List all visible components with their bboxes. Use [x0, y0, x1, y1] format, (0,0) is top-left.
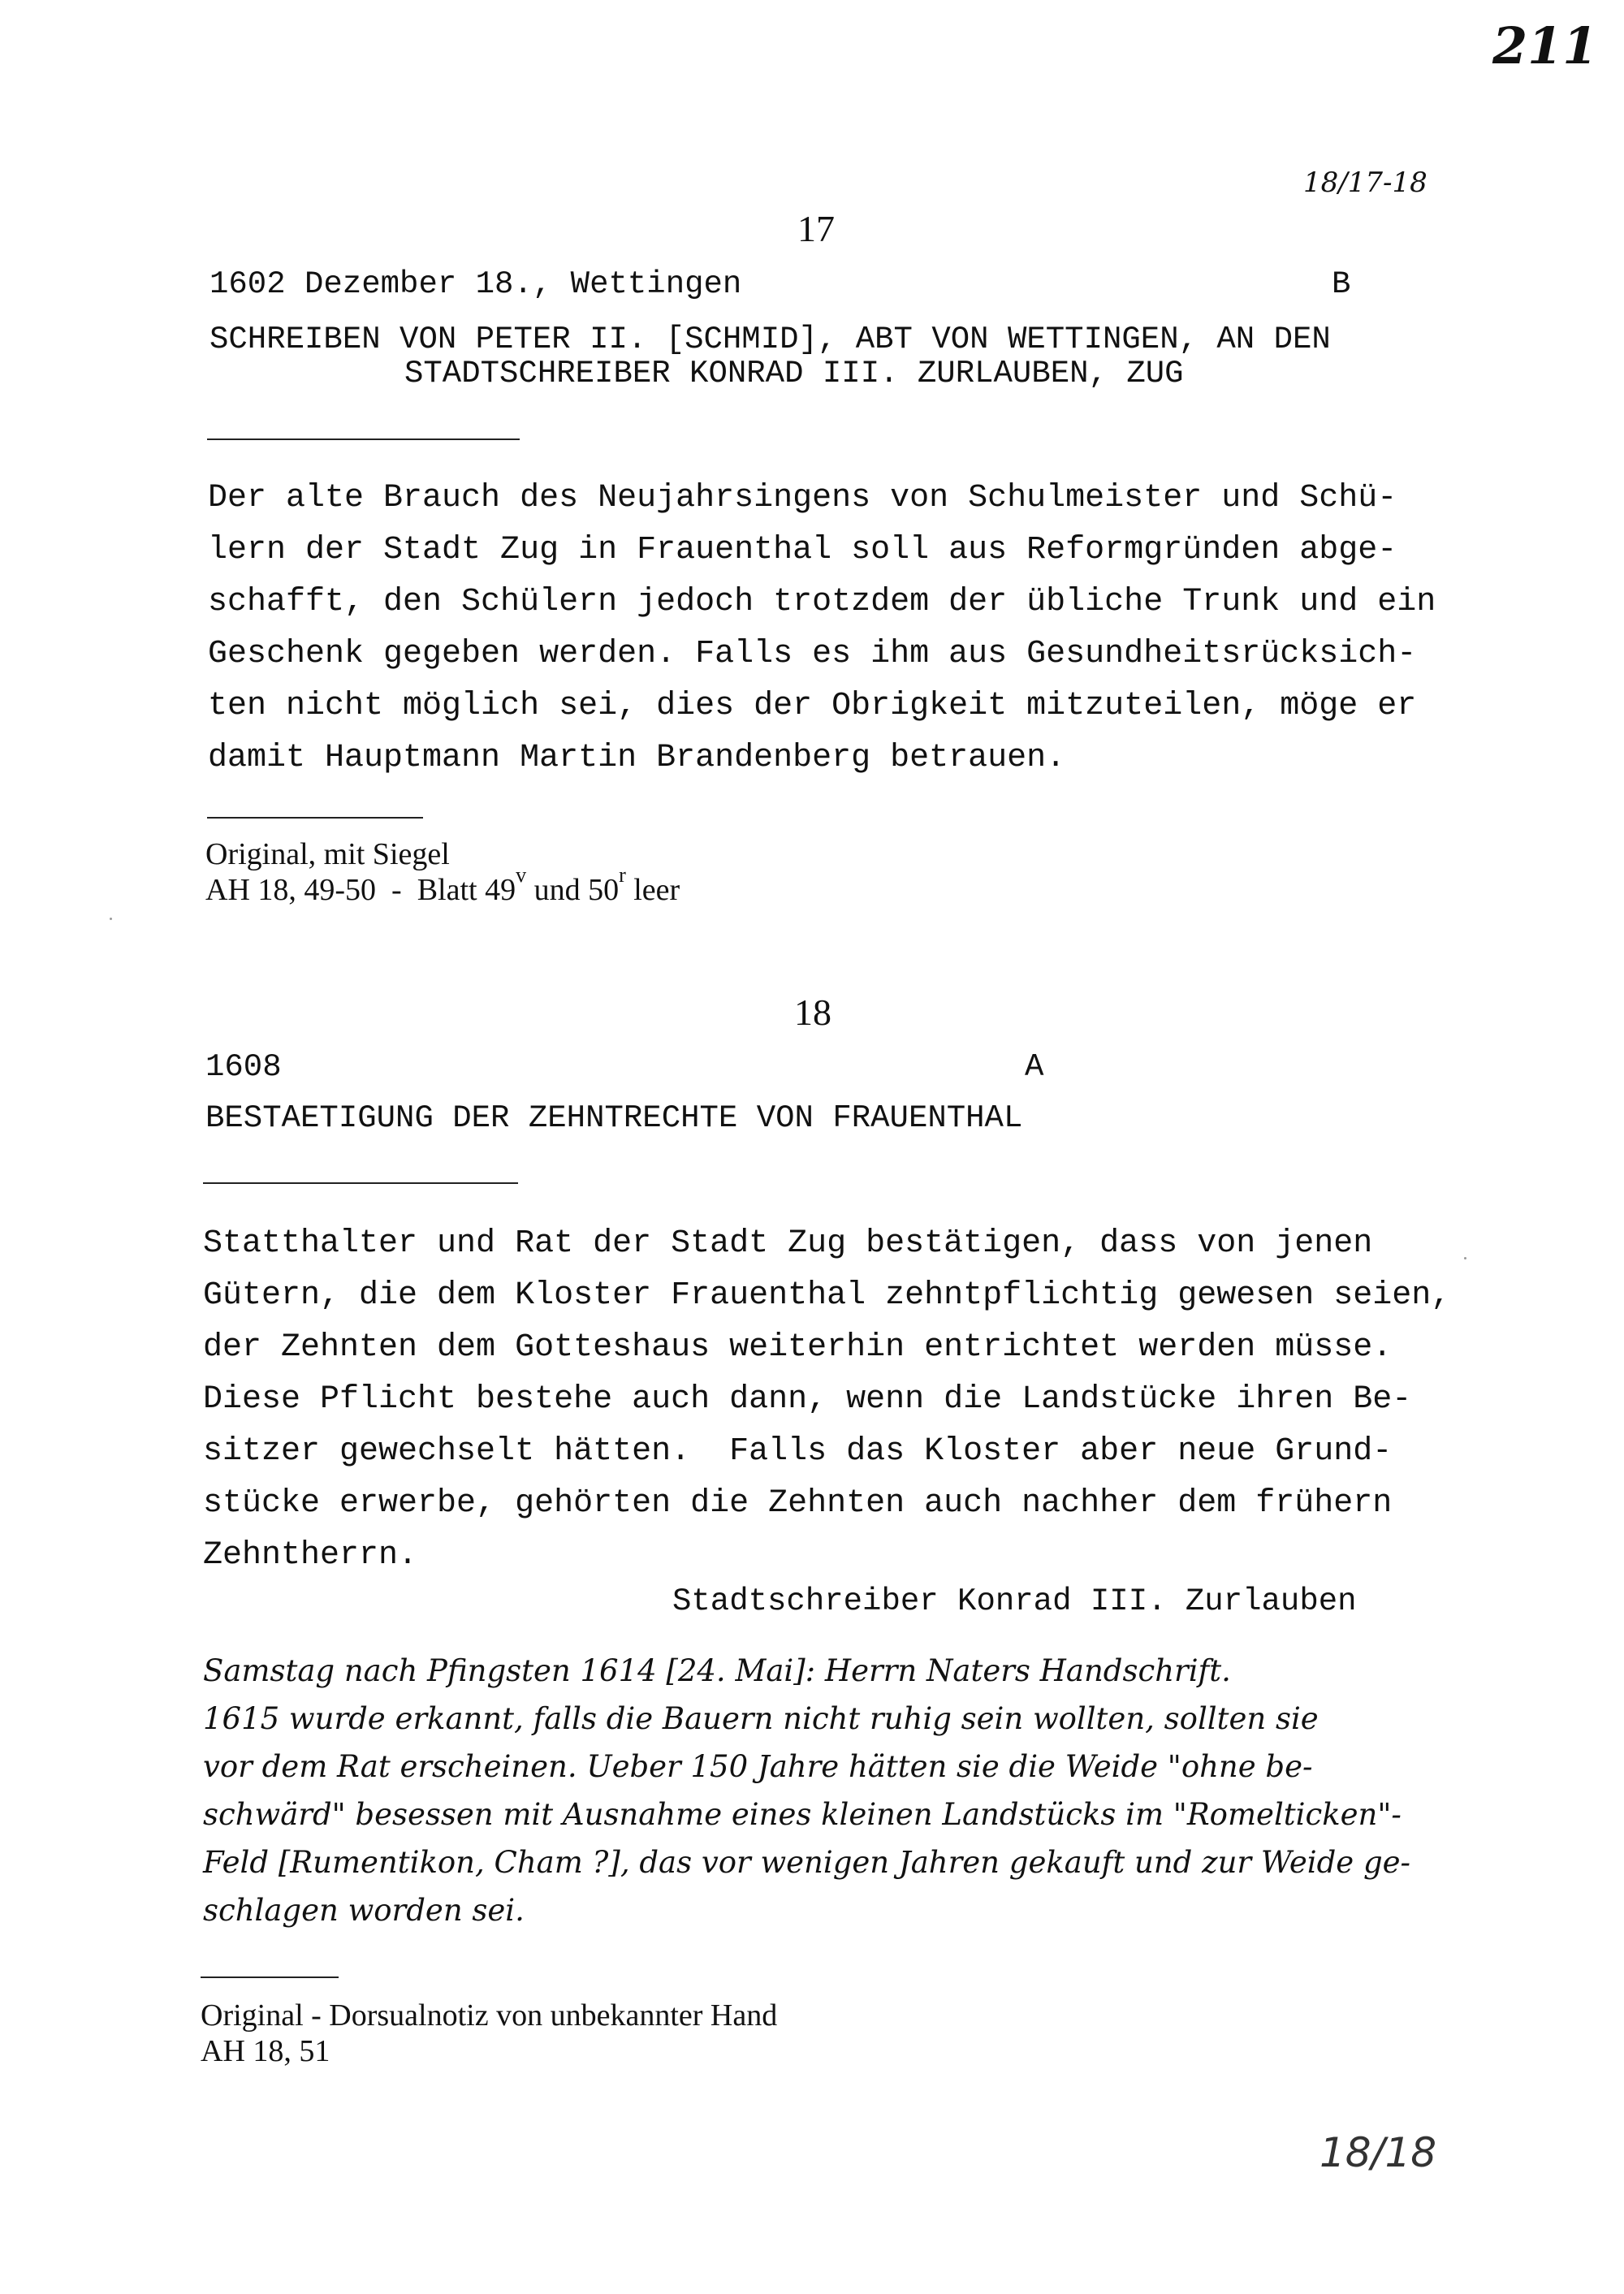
doc18-date: 1608 [205, 1049, 282, 1085]
doc17-separator [207, 438, 520, 440]
doc17-source-mid: und 50 [526, 873, 620, 907]
doc18-separator [203, 1182, 518, 1184]
doc18-note-line: schwärd" besessen mit Ausnahme eines kleinen Landstücks im "Romelticken"- [203, 1797, 1402, 1832]
doc17-body-line: ten nicht möglich sei, dies der Obrigkeit mitzuteilen, möge er [208, 688, 1417, 724]
doc17-body-line: schafft, den Schülern jedoch trotzdem der übliche Trunk und ein [208, 584, 1436, 620]
doc17-summary [208, 473, 1436, 784]
doc18-summary [203, 1218, 1450, 1582]
doc17-body-line: Geschenk gegeben werden. Falls es ihm aus Gesundheitsrücksich- [208, 636, 1417, 672]
doc18-source-separator [201, 1976, 339, 1978]
doc17-source-separator [207, 817, 423, 819]
scan-speck [1464, 1257, 1466, 1259]
scan-speck [110, 918, 112, 920]
doc17-source-verso: v [516, 863, 527, 887]
page-reference: 18/17-18 [1303, 166, 1427, 199]
doc18-title: BESTAETIGUNG DER ZEHNTRECHTE VON FRAUENTHAL [205, 1100, 1023, 1136]
doc18-source-line2: AH 18, 51 [201, 2034, 330, 2068]
doc17-source-ref: AH 18, 49-50 - Blatt 49 [205, 873, 516, 907]
doc17-body-line: lern der Stadt Zug in Frauenthal soll aus Reformgründen abge- [208, 532, 1397, 568]
doc18-number: 18 [794, 991, 831, 1033]
doc17-source-recto: r [619, 863, 626, 887]
doc18-body-line: Statthalter und Rat der Stadt Zug bestätigen, dass von jenen [203, 1225, 1373, 1262]
doc18-note-line: 1615 wurde erkannt, falls die Bauern nicht ruhig sein wollten, sollten sie [203, 1701, 1319, 1736]
doc18-note-line: schlagen worden sei. [203, 1893, 525, 1928]
doc17-body-line: Der alte Brauch des Neujahrsingens von Schulmeister und Schü- [208, 480, 1397, 516]
doc18-grade: A [1025, 1049, 1044, 1085]
doc18-body-line: sitzer gewechselt hätten. Falls das Kloster aber neue Grund- [203, 1433, 1393, 1470]
doc17-source-line2 [205, 863, 680, 908]
doc18-signature: Stadtschreiber Konrad III. Zurlauben [672, 1583, 1357, 1619]
handwritten-footer-mark: 18/18 [1320, 2129, 1437, 2176]
doc17-title-line2: STADTSCHREIBER KONRAD III. ZURLAUBEN, ZUG [404, 356, 1184, 391]
doc17-body-line: damit Hauptmann Martin Brandenberg betrauen. [208, 740, 1066, 776]
doc18-source-line1: Original - Dorsualnotiz von unbekannter Hand [201, 1998, 778, 2033]
doc18-note-line: vor dem Rat erscheinen. Ueber 150 Jahre hätten sie die Weide "ohne be- [203, 1749, 1313, 1784]
doc17-grade: B [1332, 266, 1351, 302]
doc17-number: 17 [797, 208, 835, 249]
doc17-source-post: leer [625, 873, 680, 907]
doc17-title-line1: SCHREIBEN VON PETER II. [SCHMID], ABT VON WETTINGEN, AN DEN [209, 322, 1331, 357]
doc18-note-line: Feld [Rumentikon, Cham ?], das vor wenigen Jahren gekauft und zur Weide ge- [203, 1845, 1411, 1880]
doc18-body-line: Diese Pflicht bestehe auch dann, wenn die Landstücke ihren Be- [203, 1381, 1412, 1418]
doc18-body-line: Zehntherrn. [203, 1537, 418, 1574]
doc17-date: 1602 Dezember 18., Wettingen [209, 266, 742, 302]
doc18-note-line: Samstag nach Pfingsten 1614 [24. Mai]: Herrn Naters Handschrift. [203, 1653, 1231, 1688]
doc18-body-line: Gütern, die dem Kloster Frauenthal zehntpflichtig gewesen seien, [203, 1277, 1451, 1314]
handwritten-page-number: 211 [1492, 16, 1598, 76]
doc18-dorsal-note [203, 1647, 1410, 1934]
doc17-source-line1: Original, mit Siegel [205, 837, 450, 871]
doc18-body-line: der Zehnten dem Gotteshaus weiterhin entrichtet werden müsse. [203, 1329, 1393, 1366]
doc18-body-line: stücke erwerbe, gehörten die Zehnten auch nachher dem frühern [203, 1485, 1393, 1522]
